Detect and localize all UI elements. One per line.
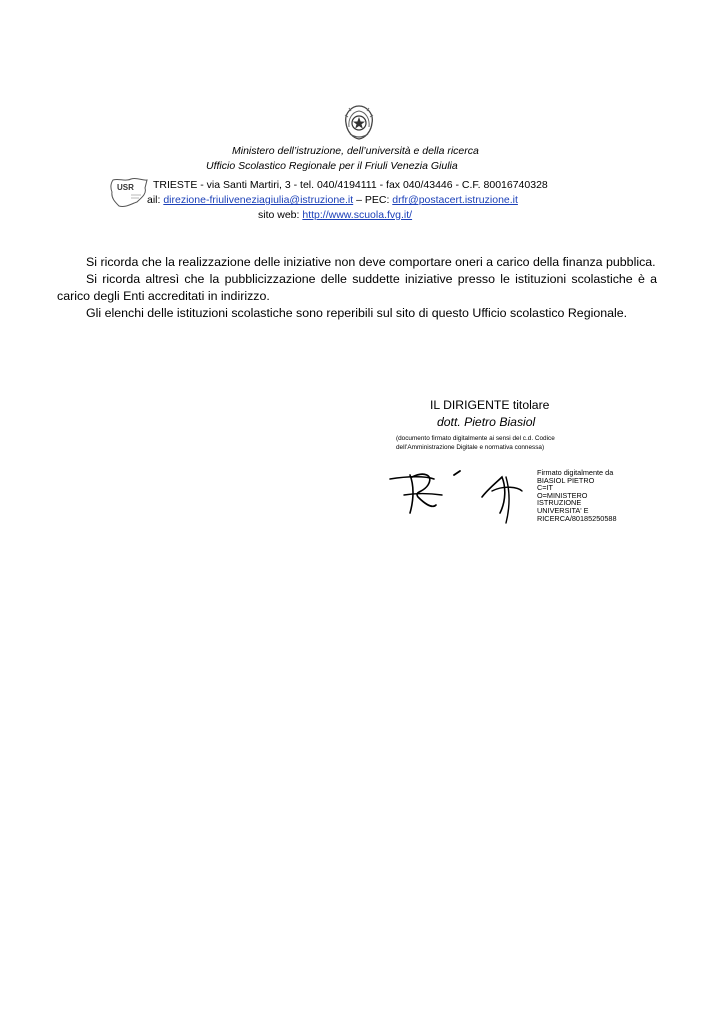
email-link[interactable]: direzione-friuliveneziagiulia@istruzione.it — [163, 194, 354, 206]
email-line — [147, 194, 518, 207]
ministry-heading: Ministero dell’istruzione, dell’università e della ricerca — [232, 145, 479, 157]
digital-signature-line: O=MINISTERO — [537, 490, 588, 500]
digital-signature-stamp — [537, 469, 617, 522]
address-line: TRIESTE - via Santi Martiri, 3 - tel. 040/4194111 - fax 040/43446 - C.F. 80016740328 — [153, 179, 548, 191]
handwritten-signature — [388, 467, 538, 525]
paragraph-lists: Gli elenchi delle istituzioni scolastiche sono reperibili sul sito di questo Ufficio scolastico Regionale. — [86, 306, 628, 320]
usr-logo-icon — [107, 176, 151, 210]
usr-logo-text: USR — [117, 183, 134, 192]
digital-signature-line: ISTRUZIONE — [537, 498, 582, 508]
letter-body — [57, 254, 657, 322]
paragraph-publicity: Si ricorda altresì che la pubblicizzazione delle suddette iniziative presso le istituzioni scolastiche è a carico degli Enti accreditati in indirizzo. — [57, 272, 657, 303]
paragraph-finance: Si ricorda che la realizzazione delle iniziative non deve comportare oneri a carico della finanza pubblica. — [86, 255, 656, 269]
website-line — [258, 209, 412, 222]
email-label: ail: — [147, 194, 164, 206]
website-link[interactable]: http://www.scuola.fvg.it/ — [302, 209, 413, 221]
digital-signature-line: RICERCA/80185250588 — [537, 513, 617, 523]
italian-republic-emblem-icon — [342, 103, 376, 141]
pec-label: – PEC: — [353, 194, 393, 206]
digital-signature-line: UNIVERSITA' E — [537, 505, 589, 515]
digital-signature-note-line-1: (documento firmato digitalmente ai sensi del c.d. Codice — [396, 435, 555, 442]
website-label: sito web: — [258, 209, 303, 221]
digital-signature-line: Firmato digitalmente da — [537, 468, 614, 477]
signatory-title: IL DIRIGENTE titolare — [430, 398, 550, 412]
digital-signature-line: BIASIOL PIETRO — [537, 475, 595, 485]
pec-link[interactable]: drfr@postacert.istruzione.it — [392, 194, 518, 206]
digital-signature-note-line-2: dell’Amministrazione Digitale e normativa connessa) — [396, 444, 545, 451]
digital-signature-line: C=IT — [537, 483, 554, 493]
office-heading: Ufficio Scolastico Regionale per il Friuli Venezia Giulia — [206, 160, 458, 172]
signatory-name: dott. Pietro Biasiol — [437, 415, 536, 429]
